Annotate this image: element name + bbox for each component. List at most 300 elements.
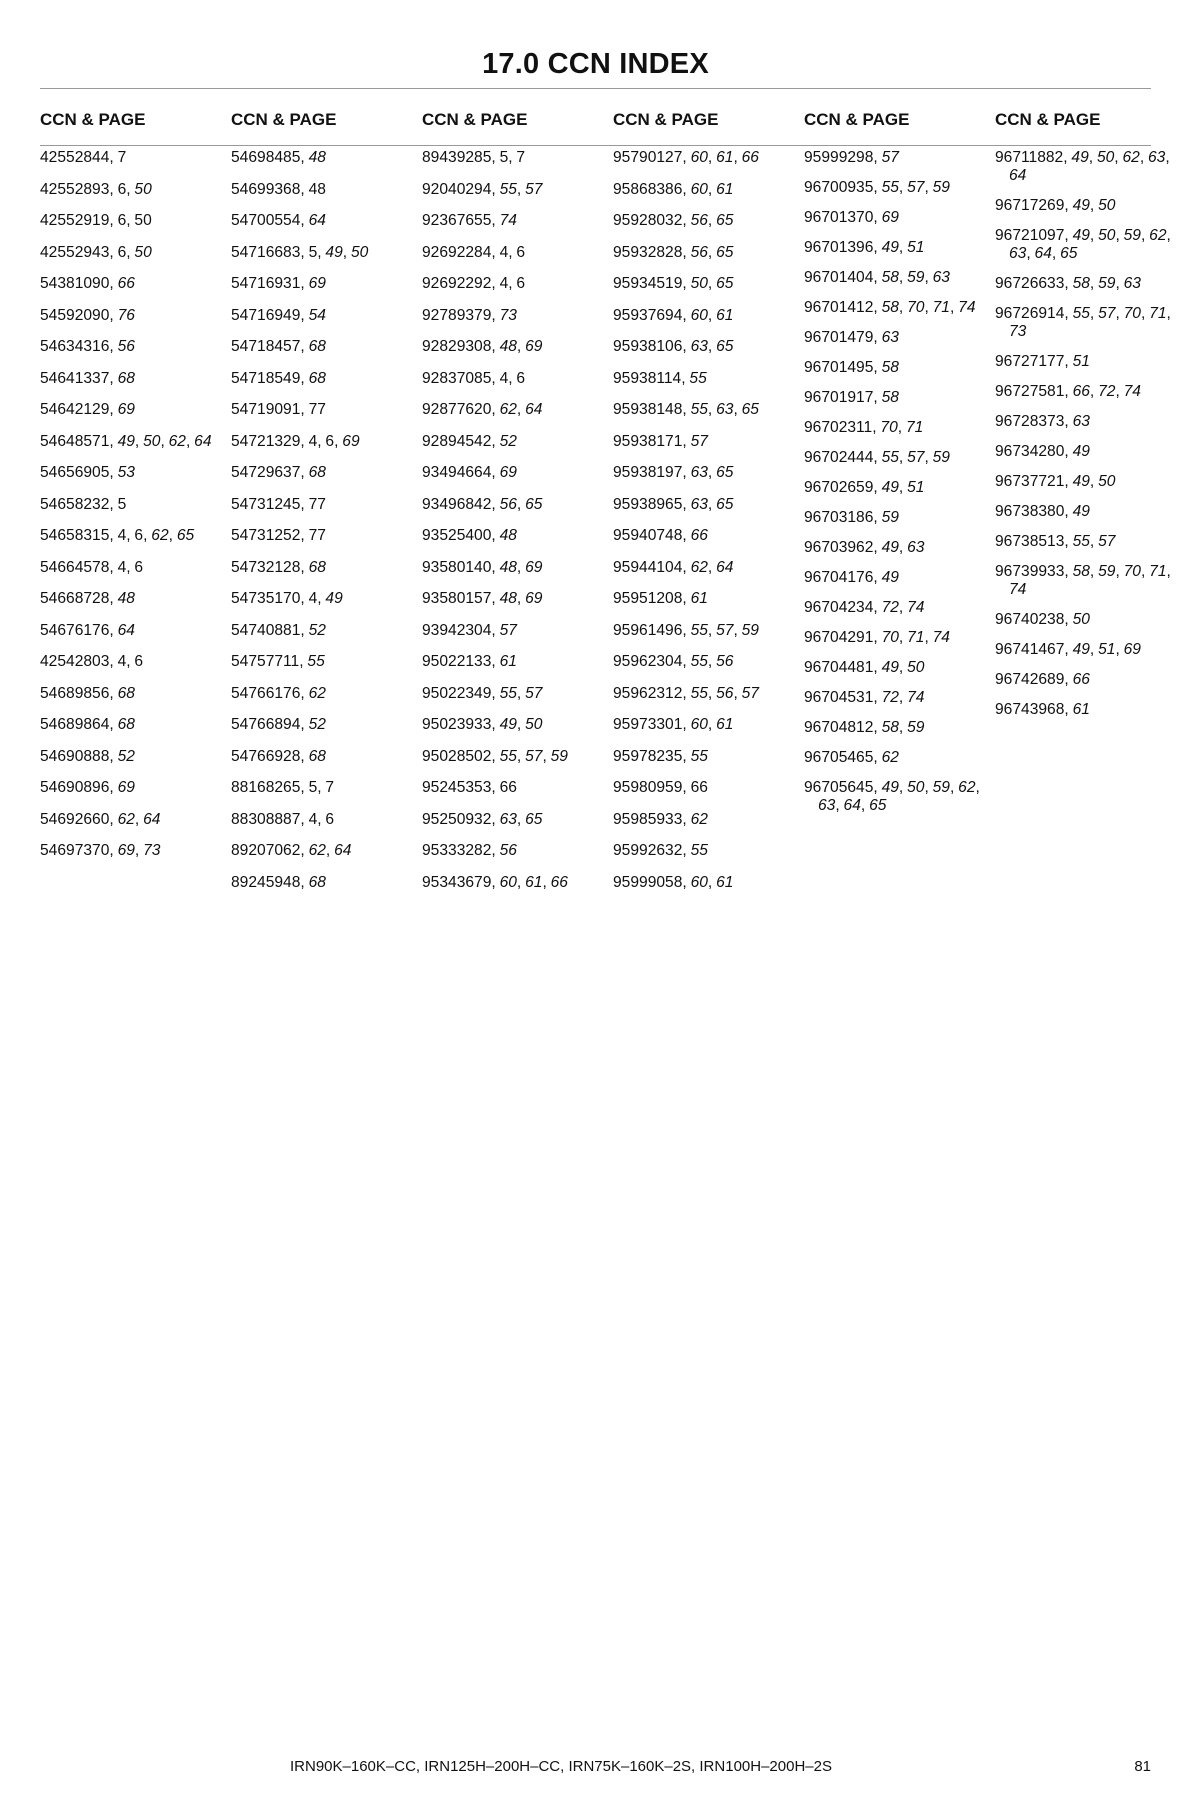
index-entry: 54757711, 55 [231,653,325,670]
page-reference: 65 [716,275,734,292]
page-reference: 61 [716,306,734,324]
page-reference: 63 [1148,149,1166,166]
column-header: CCN & PAGE [40,110,146,129]
page-reference: 63 [881,329,899,346]
page-reference: 74 [1009,581,1027,598]
page-reference: 74 [932,629,950,646]
page-reference: 48 [499,558,517,576]
index-entry: 96726914, 55, 57, 70, 71, 73 [995,305,1171,340]
index-entry: 54766928, 68 [231,747,326,765]
page-reference: 56 [690,212,708,229]
page-reference: 64 [843,797,861,814]
page-reference: 60 [690,180,708,198]
page-reference: 50 [1098,473,1116,490]
page-reference: 57 [881,149,899,166]
index-entry: 54656905, 53 [40,464,135,481]
ccn-number: 96705465 [804,749,874,766]
page-reference: 59 [932,449,950,466]
page-reference: 55 [499,180,517,198]
page-reference: 55 [689,369,707,387]
page-reference: 48 [499,527,517,544]
page-reference: 57 [741,684,759,702]
page-reference: 72 [1098,383,1116,400]
page-reference: 62 [499,401,517,418]
page-reference: 63 [818,797,836,814]
page-reference: 52 [499,432,517,450]
ccn-number: 95333282 [422,842,492,859]
page-reference: 56 [716,684,734,702]
column-header-row [40,110,1151,132]
ccn-number: 96704234 [804,599,874,616]
page-reference: 71 [905,419,924,436]
index-entry: 92829308, 48, 69 [422,338,543,355]
ccn-number: 54689856 [40,684,110,702]
ccn-number: 92692284 [422,243,492,261]
ccn-number: 96704291 [804,629,874,646]
ccn-number: 96703962 [804,539,874,556]
index-entry: 54735170, 4, 49 [231,590,343,607]
page-reference: 64 [525,401,543,418]
index-entry: 96704812, 58, 59 [804,719,925,736]
page-reference: 65 [741,401,759,418]
index-entry: 95868386, 60, 61 [613,180,734,198]
index-entry: 92692284, 4, 6 [422,243,526,261]
ccn-number: 96737721 [995,473,1065,490]
page-reference: 60 [499,873,517,891]
index-entry: 89245948, 68 [231,873,326,891]
index-entry: 93496842, 56, 65 [422,495,543,513]
page-reference: 72 [881,599,899,616]
index-entry: 95028502, 55, 57, 59 [422,747,568,765]
page-reference: 49 [499,716,517,733]
page-reference: 77 [308,401,326,418]
ccn-number: 54658315 [40,527,110,544]
ccn-number: 96702444 [804,449,874,466]
page-reference: 57 [907,449,925,466]
ccn-number: 54716931 [231,275,301,292]
index-entry: 96702444, 55, 57, 59 [804,449,950,466]
index-entry: 96726633, 58, 59, 63 [995,275,1141,292]
ccn-number: 54676176 [40,621,110,639]
ccn-number: 54658232 [40,495,110,513]
ccn-number: 54656905 [40,464,110,481]
index-entry: 96743968, 61 [995,701,1090,718]
ccn-number: 54757711 [231,653,300,670]
page-reference: 62 [151,527,169,544]
page-reference: 61 [499,653,517,670]
index-entry: 95938965, 63, 65 [613,495,734,513]
index-entry: 54641337, 68 [40,369,135,387]
ccn-number: 96702659 [804,479,874,496]
page-reference: 66 [741,149,759,166]
page-reference: 71 [932,299,950,316]
page-reference: 70 [881,629,899,646]
ccn-number: 54766928 [231,747,301,765]
page-reference: 64 [1034,245,1052,262]
ccn-number: 54642129 [40,401,110,418]
ccn-number: 96704481 [804,659,874,676]
index-entry: 96741467, 49, 51, 69 [995,641,1141,658]
page-reference: 55 [499,747,517,765]
page-reference: 61 [716,873,734,891]
page-reference: 72 [881,689,899,706]
ccn-number: 95985933 [613,810,683,828]
page-reference: 57 [690,432,708,450]
page-reference: 49 [117,432,135,450]
page-reference: 55 [690,747,708,765]
ccn-number: 95938114 [613,369,682,387]
page-reference: 55 [690,684,708,702]
page-reference: 5 [308,243,318,261]
page-reference: 65 [716,464,734,481]
ccn-number: 96738380 [995,503,1065,520]
ccn-number: 42542803 [40,653,110,670]
index-entry: 89207062, 62, 64 [231,842,352,859]
page-reference: 49 [881,479,899,496]
index-entry: 96704291, 70, 71, 74 [804,629,950,646]
footer-model-list: IRN90K–160K–CC, IRN125H–200H–CC, IRN75K–160K–2S, IRN100H–200H–2S [290,1758,832,1775]
index-entry: 92894542, 52 [422,432,517,450]
page-reference: 49 [1072,227,1090,244]
page-reference: 50 [143,432,161,450]
page-reference: 49 [881,779,899,796]
page-reference: 66 [550,873,568,891]
page-reference: 55 [1072,533,1090,550]
index-entry: 96742689, 66 [995,671,1090,688]
index-entry: 95022349, 55, 57 [422,684,543,702]
index-entry: 96701370, 69 [804,209,899,226]
page-reference: 69 [117,401,135,418]
page-reference: 48 [117,590,135,607]
ccn-number: 54740881 [231,621,301,639]
index-column [995,149,1171,731]
ccn-number: 95928032 [613,212,683,229]
index-entry: 95999058, 60, 61 [613,873,734,891]
page-reference: 55 [1072,305,1090,322]
page-reference: 59 [1123,227,1141,244]
index-entry: 54766894, 52 [231,716,326,733]
page-reference: 63 [690,338,708,355]
ccn-number: 95973301 [613,716,683,733]
index-entry: 54676176, 64 [40,621,135,639]
page-reference: 69 [525,590,543,607]
ccn-number: 88308887 [231,810,301,828]
page-reference: 6 [117,243,127,261]
page-reference: 6 [134,558,144,576]
page-reference: 59 [907,719,925,736]
page-reference: 55 [499,684,517,702]
index-entry: 95962312, 55, 56, 57 [613,684,759,702]
page-reference: 60 [690,716,708,733]
page-reference: 60 [690,873,708,891]
page-reference: 68 [308,464,326,481]
page-reference: 64 [1009,167,1027,184]
header-divider [40,145,1151,146]
ccn-number: 95343679 [422,873,492,891]
ccn-number: 96743968 [995,701,1065,718]
page-reference: 66 [499,779,517,796]
page-reference: 60 [690,149,708,166]
index-entry: 96704176, 49 [804,569,899,586]
ccn-number: 92040294 [422,180,492,198]
ccn-number: 92829308 [422,338,492,355]
page-reference: 57 [525,180,543,198]
page-reference: 6 [325,432,335,450]
page-reference: 49 [325,243,343,261]
page-reference: 76 [117,306,135,324]
page-title: 17.0 CCN INDEX [482,48,709,80]
ccn-number: 54718457 [231,338,301,355]
page-reference: 4 [499,243,509,261]
page-reference: 49 [1072,641,1090,658]
page-reference: 74 [907,599,925,616]
ccn-number: 95999058 [613,873,683,891]
index-entry: 54697370, 69, 73 [40,842,161,859]
page-reference: 6 [134,653,144,670]
page-reference: 50 [134,243,152,261]
index-entry: 93580157, 48, 69 [422,590,543,607]
index-entry: 89439285, 5, 7 [422,149,526,166]
page-reference: 59 [1098,563,1116,580]
page-reference: 62 [308,684,326,702]
page-reference: 49 [881,659,899,676]
ccn-number: 95022349 [422,684,492,702]
ccn-number: 93580140 [422,558,492,576]
page-number: 81 [1134,1758,1151,1775]
page-reference: 62 [1149,227,1167,244]
index-entry: 96701396, 49, 51 [804,239,925,256]
index-entry: 95790127, 60, 61, 66 [613,149,759,166]
ccn-number: 54766176 [231,684,301,702]
ccn-number: 95022133 [422,653,492,670]
index-entry: 54721329, 4, 6, 69 [231,432,360,450]
ccn-number: 93496842 [422,495,492,513]
page-reference: 49 [881,239,899,256]
page-reference: 70 [1123,305,1141,322]
index-entry: 54766176, 62 [231,684,326,702]
page-reference: 69 [117,842,135,859]
index-columns [40,149,1171,909]
page-reference: 59 [932,779,950,796]
index-entry: 96702659, 49, 51 [804,479,925,496]
index-entry: 92040294, 55, 57 [422,180,543,198]
ccn-number: 54648571 [40,432,110,450]
ccn-number: 96740238 [995,611,1065,628]
ccn-number: 95980959 [613,779,683,796]
page-reference: 63 [1123,275,1141,292]
page-reference: 57 [1098,305,1116,322]
page-reference: 68 [117,716,135,733]
page-reference: 7 [516,149,526,166]
index-entry: 96701917, 58 [804,389,899,406]
page-reference: 49 [881,539,899,556]
page-reference: 65 [176,527,195,544]
page-reference: 73 [499,306,517,324]
page-reference: 63 [690,495,708,513]
index-entry: 96711882, 49, 50, 62, 63, 64 [995,149,1170,184]
index-entry: 96705645, 49, 50, 59, 62, 63, 64, 65 [804,779,980,814]
ccn-number: 93942304 [422,621,492,639]
ccn-number: 96742689 [995,671,1065,688]
page-reference: 62 [690,558,708,576]
index-entry: 96702311, 70, 71 [804,419,924,436]
index-entry: 95992632, 55 [613,842,708,859]
index-entry: 96704234, 72, 74 [804,599,925,616]
ccn-number: 95992632 [613,842,683,859]
page-reference: 62 [1122,149,1140,166]
page-reference: 4 [117,527,127,544]
index-entry: 42552844, 7 [40,149,127,166]
page-reference: 4 [308,810,318,828]
ccn-number: 54634316 [40,338,110,355]
page-reference: 63 [1072,413,1090,430]
index-entry: 42552919, 6, 50 [40,212,152,229]
page-reference: 54 [308,306,326,324]
page-reference: 51 [1098,641,1116,658]
page-reference: 69 [525,558,543,576]
ccn-number: 96701370 [804,209,874,226]
page-reference: 64 [117,621,135,639]
ccn-number: 89207062 [231,842,301,859]
index-entry: 96728373, 63 [995,413,1090,430]
index-entry: 95944104, 62, 64 [613,558,734,576]
index-entry: 96717269, 49, 50 [995,197,1116,214]
page-reference: 55 [690,621,708,639]
ccn-number: 54718549 [231,369,301,387]
index-entry: 95245353, 66 [422,779,517,796]
page-reference: 56 [690,243,708,261]
page-reference: 59 [1098,275,1116,292]
ccn-number: 54731245 [231,495,301,513]
page-reference: 58 [881,269,899,286]
index-entry: 96701479, 63 [804,329,899,346]
page-reference: 70 [907,299,925,316]
page-reference: 55 [307,653,325,670]
index-entry: 54690896, 69 [40,779,135,796]
index-entry: 95938197, 63, 65 [613,464,734,481]
ccn-number: 96711882 [995,149,1064,166]
index-entry: 92837085, 4, 6 [422,369,526,387]
ccn-number: 95961496 [613,621,683,639]
page-reference: 50 [1098,227,1116,244]
page-reference: 62 [958,779,976,796]
page-reference: 62 [168,432,186,450]
index-column [422,149,598,905]
ccn-number: 92837085 [422,369,492,387]
index-entry: 42552943, 6, 50 [40,243,152,261]
page-reference: 48 [308,149,326,166]
ccn-number: 89439285 [422,149,492,166]
ccn-number: 42552943 [40,243,110,261]
ccn-number: 54731252 [231,527,301,544]
index-entry: 96727581, 66, 72, 74 [995,383,1141,400]
ccn-number: 96703186 [804,509,874,526]
index-column [804,149,980,827]
ccn-number: 93525400 [422,527,492,544]
index-entry: 93580140, 48, 69 [422,558,543,576]
index-entry: 54716931, 69 [231,275,326,292]
index-entry: 95985933, 62 [613,810,708,828]
index-entry: 96703962, 49, 63 [804,539,925,556]
page-reference: 56 [117,338,135,355]
index-entry: 96737721, 49, 50 [995,473,1116,490]
index-entry: 95932828, 56, 65 [613,243,734,261]
ccn-number: 96704812 [804,719,874,736]
page-reference: 65 [869,797,887,814]
index-entry: 42542803, 4, 6 [40,653,144,670]
ccn-number: 93494664 [422,464,492,481]
page-reference: 65 [1060,245,1078,262]
page-reference: 66 [1072,671,1090,688]
index-entry: 96721097, 49, 50, 59, 62, 63, 64, 65 [995,227,1171,262]
ccn-number: 95944104 [613,558,683,576]
ccn-number: 54700554 [231,212,301,229]
page-reference: 71 [1149,563,1167,580]
index-entry: 54658315, 4, 6, 62, 65 [40,527,195,544]
page-reference: 55 [690,842,708,859]
ccn-number: 54698485 [231,149,301,166]
ccn-number: 54664578 [40,558,110,576]
page-reference: 4 [117,558,127,576]
ccn-number: 95962304 [613,653,683,670]
index-entry: 42552893, 6, 50 [40,180,152,198]
page-reference: 4 [308,590,318,607]
index-entry: 54668728, 48 [40,590,135,607]
index-entry: 54716683, 5, 49, 50 [231,243,369,261]
ccn-number: 95028502 [422,747,492,765]
page-reference: 49 [1072,443,1090,460]
page-reference: 50 [690,275,708,292]
page-reference: 57 [499,621,517,639]
page-reference: 58 [881,389,899,406]
index-entry: 54731252, 77 [231,527,326,544]
page-reference: 63 [499,810,517,828]
ccn-number: 95962312 [613,684,683,702]
index-entry: 93494664, 69 [422,464,517,481]
ccn-number: 54668728 [40,590,110,607]
ccn-number: 96704176 [804,569,874,586]
ccn-number: 96721097 [995,227,1065,244]
ccn-number: 54732128 [231,558,301,576]
ccn-number: 54592090 [40,306,110,324]
page-reference: 51 [907,239,925,256]
ccn-number: 96738513 [995,533,1065,550]
page-reference: 64 [334,842,352,859]
page-reference: 74 [907,689,925,706]
page-reference: 61 [690,590,708,607]
index-entry: 95343679, 60, 61, 66 [422,873,568,891]
page-reference: 49 [1072,197,1090,214]
page-reference: 56 [499,842,517,859]
index-entry: 95938171, 57 [613,432,708,450]
index-entry: 95973301, 60, 61 [613,716,734,733]
page-reference: 50 [525,716,543,733]
page-reference: 65 [525,810,543,828]
index-entry: 95962304, 55, 56 [613,653,734,670]
page-reference: 51 [907,479,925,496]
index-entry: 54381090, 66 [40,275,135,292]
index-entry: 93525400, 48 [422,527,517,544]
page-reference: 6 [134,527,144,544]
ccn-number: 54692660 [40,810,110,828]
page-reference: 56 [716,653,734,670]
index-entry: 92877620, 62, 64 [422,401,543,418]
index-entry: 95938148, 55, 63, 65 [613,401,759,418]
page-reference: 55 [881,179,899,196]
ccn-number: 42552919 [40,212,110,229]
page-reference: 6 [117,180,127,198]
page-reference: 52 [308,621,326,639]
